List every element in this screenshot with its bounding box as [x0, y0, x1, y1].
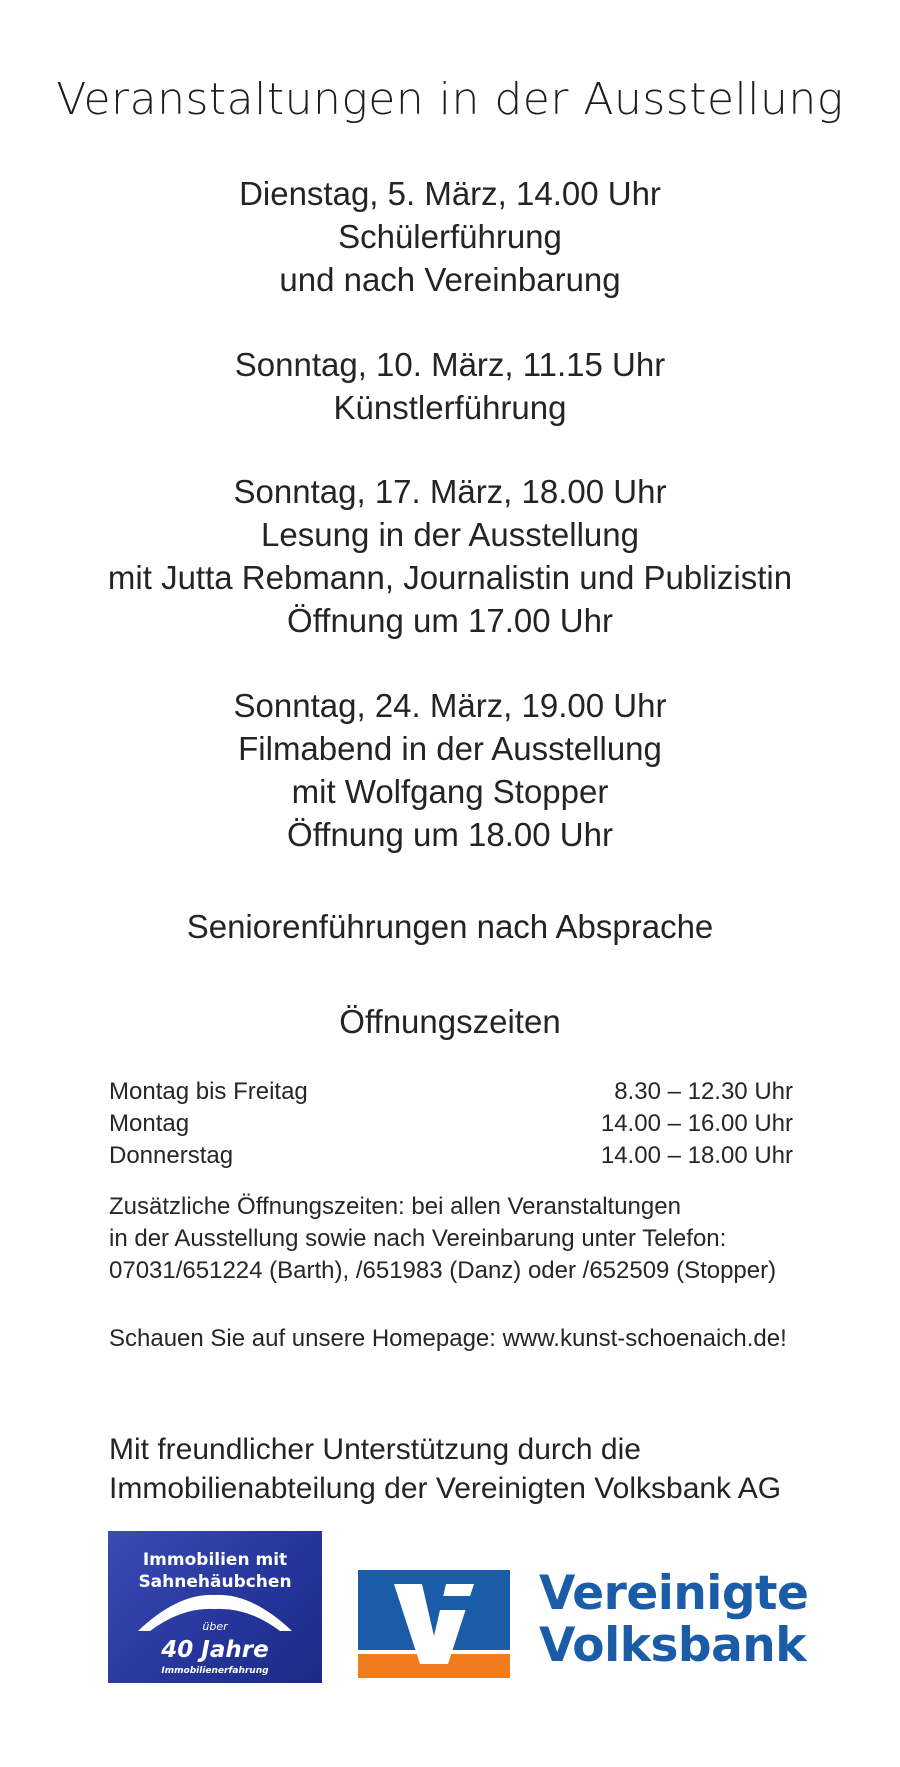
immobilien-logo	[108, 1531, 322, 1683]
event-item	[0, 172, 900, 301]
event-detail: Öffnung um 17.00 Uhr	[287, 602, 613, 639]
immo-line1: Immobilien mit	[142, 1550, 288, 1570]
event-date: Dienstag, 5. März, 14.00 Uhr	[239, 175, 661, 212]
hours-row	[109, 1108, 793, 1140]
hours-row	[109, 1140, 793, 1172]
event-detail: Schülerführung	[338, 218, 562, 255]
support-note	[109, 1430, 829, 1508]
hours-title: Öffnungszeiten	[339, 1003, 561, 1040]
hours-time: 8.30 – 12.30 Uhr	[614, 1078, 793, 1105]
event-item	[0, 470, 900, 642]
event-detail: Filmabend in der Ausstellung	[238, 730, 662, 767]
event-item	[0, 684, 900, 856]
immo-line2: Sahnehäubchen	[138, 1572, 292, 1592]
immo-sub: Immobilienerfahrung	[161, 1666, 269, 1676]
support-line: Mit freundlicher Unterstützung durch die	[109, 1433, 641, 1466]
event-detail: mit Jutta Rebmann, Journalistin und Publizistin	[107, 559, 793, 596]
extra-hours-note	[109, 1191, 809, 1287]
volksbank-logo-icon	[358, 1570, 510, 1678]
immobilien-logo-graphic	[108, 1531, 322, 1683]
senior-note: Seniorenführungen nach Absprache	[186, 908, 714, 945]
homepage-note: Schauen Sie auf unsere Homepage: www.kunst-schoenaich.de!	[109, 1325, 787, 1352]
event-detail: Künstlerführung	[333, 389, 567, 426]
event-date: Sonntag, 17. März, 18.00 Uhr	[233, 473, 667, 510]
events-list	[0, 172, 900, 898]
event-detail: und nach Vereinbarung	[279, 261, 621, 298]
immo-ueber: über	[202, 1620, 228, 1633]
event-detail: Lesung in der Ausstellung	[261, 516, 639, 553]
event-date: Sonntag, 10. März, 11.15 Uhr	[234, 346, 666, 383]
event-detail: Öffnung um 18.00 Uhr	[287, 816, 613, 853]
hours-time: 14.00 – 16.00 Uhr	[600, 1110, 793, 1137]
volksbank-line2: Volksbank	[539, 1618, 807, 1673]
hours-day: Montag	[109, 1110, 190, 1137]
event-detail: mit Wolfgang Stopper	[291, 773, 609, 810]
extra-hours-line: Zusätzliche Öffnungszeiten: bei allen Veranstaltungen	[109, 1193, 681, 1220]
page-title: Veranstaltungen in der Ausstellung	[56, 74, 844, 125]
extra-hours-line: in der Ausstellung sowie nach Vereinbarung unter Telefon:	[109, 1225, 727, 1252]
hours-row	[109, 1076, 793, 1108]
hours-day: Donnerstag	[109, 1142, 234, 1169]
hours-time: 14.00 – 18.00 Uhr	[600, 1142, 793, 1169]
event-item	[0, 343, 900, 429]
immo-years: 40 Jahre	[161, 1637, 269, 1663]
volksbank-line1: Vereinigte	[539, 1566, 809, 1621]
extra-hours-line: 07031/651224 (Barth), /651983 (Danz) oder /652509 (Stopper)	[109, 1257, 777, 1284]
hours-table	[109, 1076, 793, 1172]
event-date: Sonntag, 24. März, 19.00 Uhr	[233, 687, 667, 724]
volksbank-wordmark	[539, 1568, 808, 1672]
hours-day: Montag bis Freitag	[109, 1078, 308, 1105]
support-line: Immobilienabteilung der Vereinigten Volksbank AG	[109, 1472, 782, 1505]
